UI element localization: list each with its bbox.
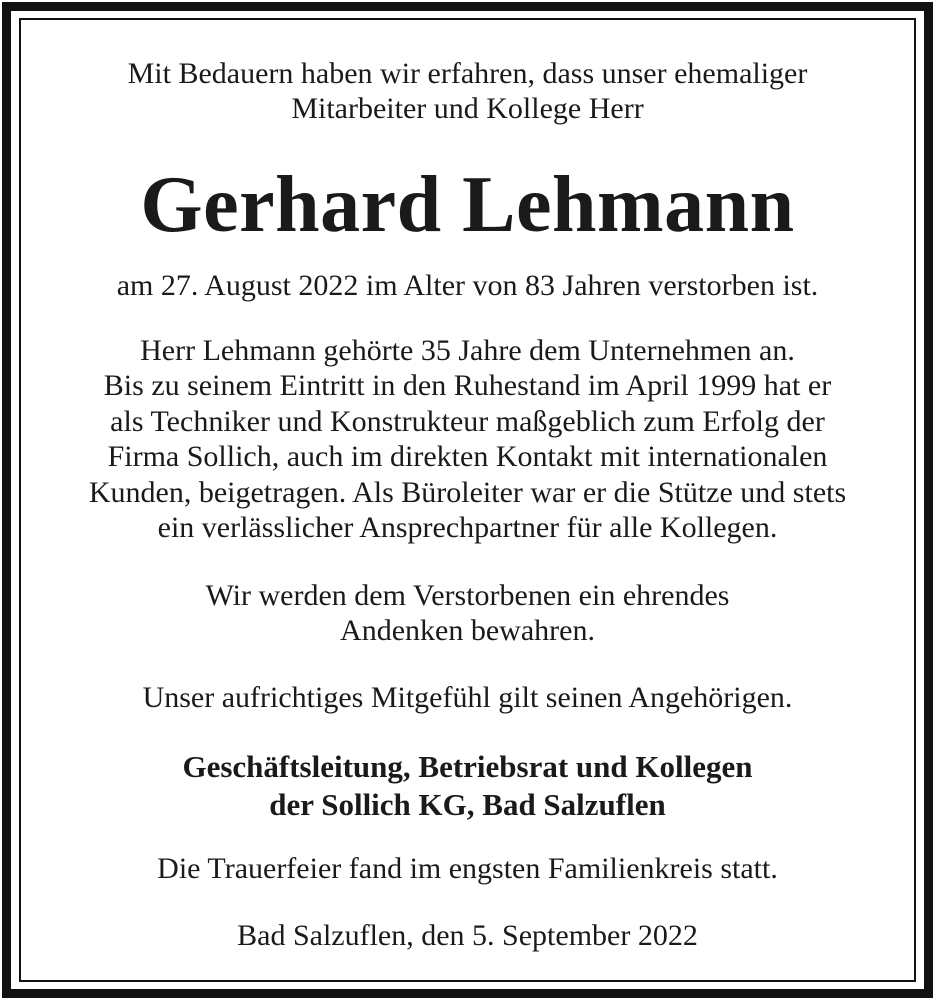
tribute-line: Kunden, beigetragen. Als Büroleiter war er die Stütze und stets [88, 475, 847, 509]
memory-line: Wir werden dem Verstorbenen ein ehrendes [205, 579, 730, 612]
tribute-line: Herr Lehmann gehörte 35 Jahre dem Unternehmen an. [140, 334, 795, 367]
place-and-date: Bad Salzuflen, den 5. September 2022 [237, 919, 698, 952]
memory-text [20, 578, 915, 648]
signature-line: der Sollich KG, Bad Salzuflen [269, 787, 666, 822]
intro-line: Mit Bedauern haben wir erfahren, dass unser ehemaliger [127, 57, 808, 90]
signature-block [20, 748, 915, 824]
tribute-line: als Techniker und Konstrukteur maßgeblich zum Erfolg der [110, 404, 825, 438]
tribute-line: Firma Sollich, auch im direkten Kontakt mit internationalen [107, 440, 828, 474]
deceased-name: Gerhard Lehmann [140, 161, 795, 249]
memory-line: Andenken bewahren. [340, 614, 595, 647]
funeral-note: Die Trauerfeier fand im engsten Familienkreis statt. [157, 852, 778, 885]
sympathy-text: Unser aufrichtiges Mitgefühl gilt seinen Angehörigen. [142, 681, 793, 714]
tribute-paragraph [20, 333, 915, 545]
tribute-line: Bis zu seinem Eintritt in den Ruhestand im April 1999 hat er [103, 369, 832, 403]
intro-line: Mitarbeiter und Kollege Herr [291, 92, 644, 125]
signature-line: Geschäftsleitung, Betriebsrat und Kollegen [182, 749, 753, 784]
intro-text [20, 56, 915, 126]
tribute-line: ein verlässlicher Ansprechpartner für alle Kollegen. [157, 511, 778, 545]
death-notice: am 27. August 2022 im Alter von 83 Jahren verstorben ist. [116, 269, 819, 302]
